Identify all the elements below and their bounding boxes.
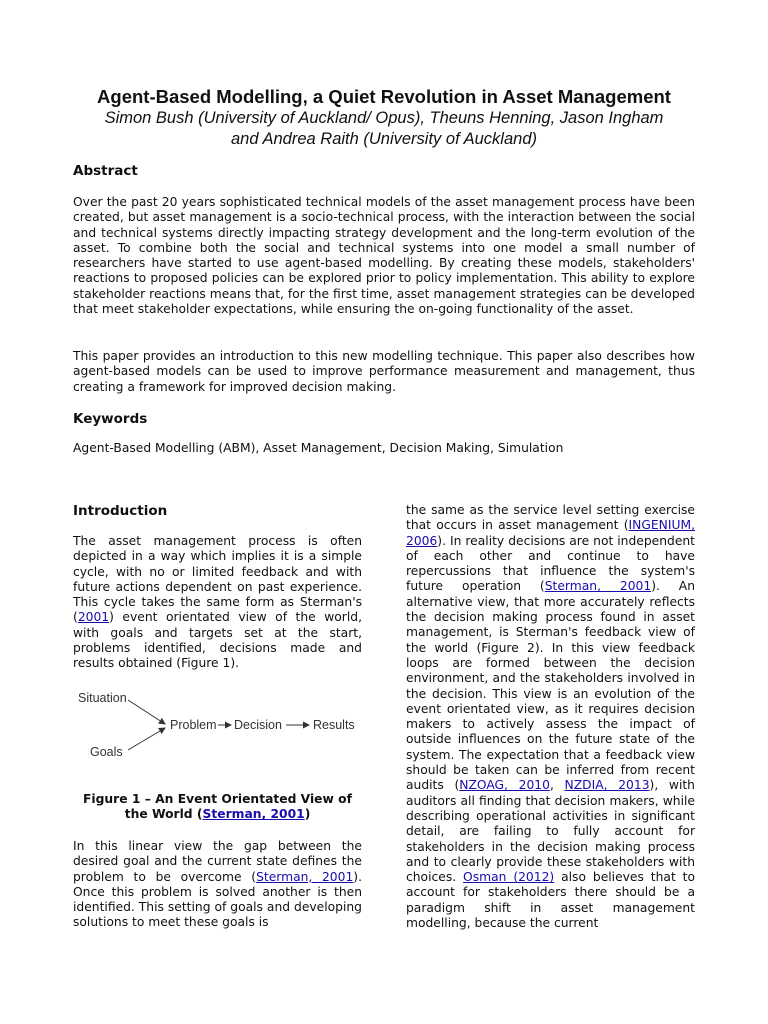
abstract-paragraph-2: This paper provides an introduction to this new modelling technique. This paper also describes how agent-based models can be used to improve performance measurement and management, thus creating a framework for improved decision making. [73,349,695,394]
figure-label-goals: Goals [90,745,123,759]
right-column-paragraph [406,503,695,931]
right-text-3: ). An alternative view, that more accurately reflects the decision making process found in asset management, is Sterman's feedback view of the world (Figure 2). In this view feedback loops are formed between the decision environment, and the stakeholders involved in the decision. This view is an evolution of the event orientated view, as it requires decision makers to actively assess the impact of outside influences on the future state of the system. The expectation that a feedback view should be taken can be inferred from recent audits ( [406,579,696,793]
intro-p1-text-a: The asset management process is often depicted in a way which implies it is a simple cycle, with no or limited feedback and with future actions dependent on past experience. This cycle takes the same form as Sterman's ( [73,534,362,625]
figure-label-results: Results [313,718,355,732]
keywords-text: Agent-Based Modelling (ABM), Asset Management, Decision Making, Simulation [73,441,564,455]
citation-link-nzdia-2013[interactable]: NZDIA, 2013 [564,778,650,793]
authors-line-2: and Andrea Raith (University of Auckland) [230,130,537,148]
right-text-1: the same as the service level setting exercise that occurs in asset management ( [406,503,695,533]
intro-paragraph-2 [73,839,362,931]
intro-p1-text-b: ) event orientated view of the world, with goals and targets set at the start, problems identified, decisions made and results obtained (Figure 1). [73,610,362,671]
citation-link-sterman-2001-b[interactable]: Sterman, 2001 [256,869,354,884]
citation-link-nzoag-2010[interactable]: NZOAG, 2010 [459,778,550,793]
figure-label-situation: Situation [78,691,127,705]
right-text-6: also believes that to account for stakeholders there should be a paradigm shift in asset management modelling, because the current [406,870,695,931]
figure-label-decision: Decision [234,718,282,732]
figure-1-diagram [73,684,373,764]
figure-1-caption [73,792,362,823]
citation-link-sterman-2001[interactable]: 2001 [77,610,110,625]
caption-citation-link[interactable]: Sterman, 2001 [202,807,305,822]
intro-p2-text-a: In this linear view the gap between the desired goal and the current state defines the problem to be overcome ( [73,839,362,884]
figure-label-problem: Problem [170,718,217,732]
arrow-situation-to-problem [128,700,165,724]
intro-p2-text-b: ). Once this problem is solved another is then identified. This setting of goals and developing solutions to meet these goals is [73,869,362,930]
caption-text-a: Figure 1 – An Event Orientated View of the World ( [83,792,352,822]
right-text-5: ), with auditors all finding that decision makers, while describing operational activities in significant detail, are failing to fully account for stakeholders in the decision making process and to clearly provide these stakeholders with choices. [406,778,695,885]
introduction-heading: Introduction [73,503,168,519]
title-block [40,86,728,150]
paper-title: Agent-Based Modelling, a Quiet Revolution in Asset Management [97,86,671,107]
citation-link-ingenium-2006[interactable]: INGENIUM, 2006 [406,518,695,548]
authors-line-1: Simon Bush (University of Auckland/ Opus), Theuns Henning, Jason Ingham [104,109,664,127]
right-text-2: ). In reality decisions are not independent of each other and continue to have repercussions that influence the system's future operation ( [406,533,695,594]
citation-link-sterman-2001-c[interactable]: Sterman, 2001 [544,579,652,594]
abstract-heading: Abstract [73,163,138,179]
right-text-4: , [549,778,565,793]
citation-link-osman-2012[interactable]: Osman (2012) [463,870,555,885]
caption-text-b: ) [304,807,311,822]
keywords-heading: Keywords [73,411,148,427]
intro-paragraph-1 [73,534,362,672]
abstract-paragraph-1: Over the past 20 years sophisticated technical models of the asset management process have been created, but asset management is a socio-technical process, with the interaction between the social and technical systems directly impacting strategy development and the long-term evolution of the asset. To combine both the social and technical systems into one model a small number of researchers have started to use agent-based modelling. By creating these models, stakeholders' reactions to proposed policies can be explored prior to policy implementation. This ability to explore stakeholder reactions means that, for the first time, asset management strategies can be developed that meet stakeholder expectations, while ensuring the on-going functionality of the asset. [73,195,695,317]
arrow-goals-to-problem [128,728,165,750]
